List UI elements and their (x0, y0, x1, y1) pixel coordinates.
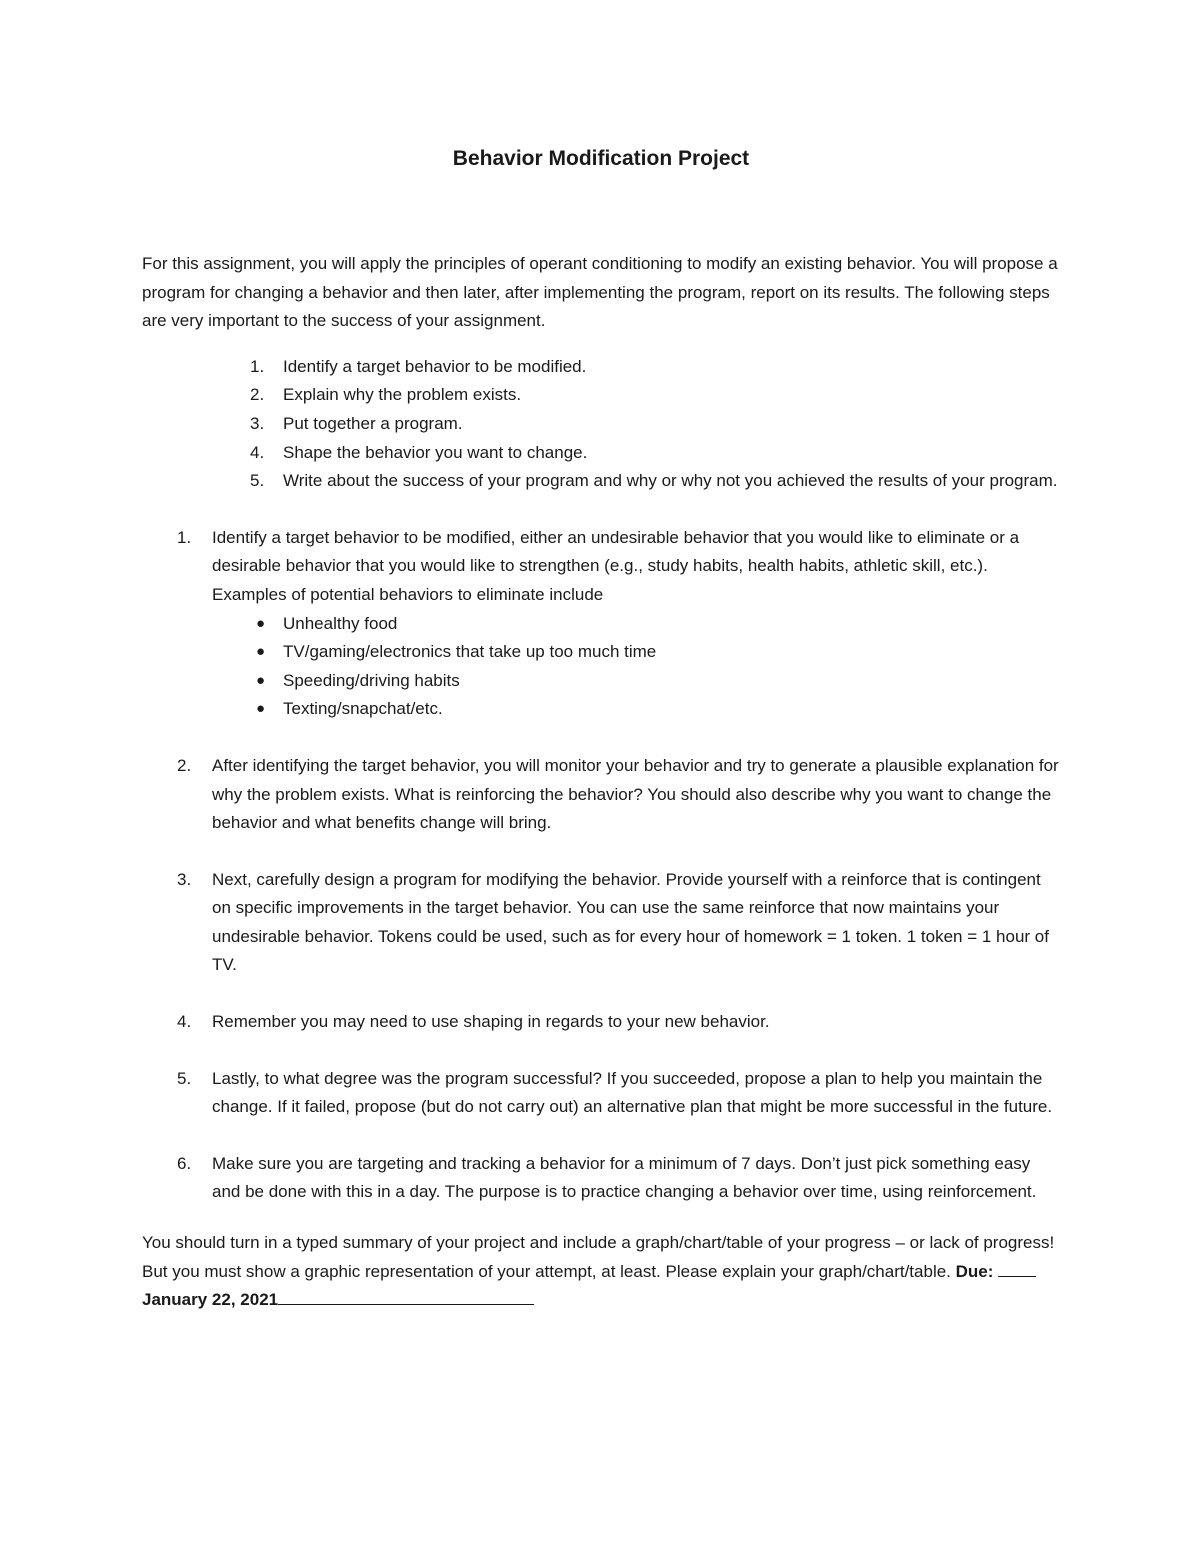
step-text: Put together a program. (283, 413, 463, 433)
bullet-icon: ● (256, 671, 266, 689)
step-item (142, 467, 1060, 496)
detail-row (142, 866, 1060, 980)
bullet-item (212, 610, 1060, 639)
blank-line-short (998, 1260, 1036, 1277)
step-text: Explain why the problem exists. (283, 385, 522, 405)
step-item (142, 439, 1060, 468)
bullet-text: Unhealthy food (283, 613, 398, 633)
intro-paragraph: For this assignment, you will apply the principles of operant conditioning to modify an existing behavior. You will propose a program for changing a behavior and then later, after implementing the program, report on its results. The following steps are very important to the success of your assignment. (142, 254, 1058, 331)
detail-number: 1. (177, 527, 192, 547)
detail-item (142, 1008, 1060, 1037)
due-label: Due: (955, 1261, 994, 1281)
detail-text: Remember you may need to use shaping in regards to your new behavior. (212, 1012, 770, 1032)
detail-number: 6. (177, 1153, 192, 1173)
detail-row (142, 524, 1060, 724)
detail-text: Next, carefully design a program for modifying the behavior. Provide yourself with a reinforce that is contingent on specific improvements in the target behavior. You can use the same reinforce that now maintains your undesirable behavior. Tokens could be used, such as for every hour of homework = 1 token. 1 token = 1 hour of TV. (212, 869, 1049, 975)
step-number: 4. (250, 442, 265, 462)
bullet-item (212, 695, 1060, 724)
detail-text: Make sure you are targeting and tracking a behavior for a minimum of 7 days. Don’t just pick something easy and be done with this in a day. The purpose is to practice changing a behavior over time, using reinforcement. (212, 1153, 1037, 1202)
detail-body (212, 524, 1060, 724)
detail-item (142, 866, 1060, 980)
bullet-item (212, 667, 1060, 696)
step-number: 1. (250, 356, 265, 376)
bullet-text: TV/gaming/electronics that take up too much time (283, 642, 657, 662)
detail-item (142, 524, 1060, 724)
bullet-text: Speeding/driving habits (283, 670, 460, 690)
steps-summary-list (142, 353, 1060, 496)
step-item (142, 410, 1060, 439)
closing-text: You should turn in a typed summary of your project and include a graph/chart/table of your progress – or lack of progress! But you must show a graphic representation of your attempt, at least. Please explain your graph/chart/table. (142, 1233, 1055, 1281)
detail-row (142, 752, 1060, 838)
bullet-icon: ● (256, 700, 266, 718)
bullet-icon: ● (256, 614, 266, 632)
document-title: Behavior Modification Project (452, 147, 750, 170)
examples-bullet-list (212, 610, 1060, 724)
step-number: 3. (250, 413, 265, 433)
detail-item (142, 752, 1060, 838)
due-date: January 22, 2021 (142, 1290, 279, 1310)
detail-row (142, 1150, 1060, 1207)
detail-item (142, 1150, 1060, 1207)
blank-line-long (278, 1288, 534, 1305)
detail-number: 3. (177, 869, 192, 889)
detail-row (142, 1008, 1060, 1037)
step-item (142, 381, 1060, 410)
step-number: 5. (250, 471, 265, 491)
detail-text: After identifying the target behavior, you will monitor your behavior and try to generate a plausible explanation for why the problem exists. What is reinforcing the behavior? You should also describe why you want to change the behavior and what benefits change will bring. (212, 755, 1059, 833)
detail-number: 5. (177, 1068, 192, 1088)
closing-paragraph (142, 1229, 1060, 1315)
detail-text: Identify a target behavior to be modified, either an undesirable behavior that you would like to eliminate or a desirable behavior that you would like to strengthen (e.g., study habits, health habits, athletic skill, etc.). Examples of potential behaviors to eliminate include (212, 527, 1020, 604)
bullet-icon: ● (256, 643, 266, 661)
step-text: Shape the behavior you want to change. (283, 442, 588, 462)
detail-number: 4. (177, 1012, 192, 1032)
step-text: Identify a target behavior to be modified. (283, 356, 587, 376)
detail-row (142, 1065, 1060, 1122)
step-text: Write about the success of your program and why or why not you achieved the results of your program. (283, 471, 1058, 491)
detail-item (142, 1065, 1060, 1122)
step-item (142, 353, 1060, 382)
detail-number: 2. (177, 755, 192, 775)
step-number: 2. (250, 385, 265, 405)
bullet-item (212, 638, 1060, 667)
bullet-text: Texting/snapchat/etc. (283, 699, 443, 719)
detail-text: Lastly, to what degree was the program successful? If you succeeded, propose a plan to help you maintain the change. If it failed, propose (but do not carry out) an alternative plan that might be more successful in the future. (212, 1068, 1053, 1117)
